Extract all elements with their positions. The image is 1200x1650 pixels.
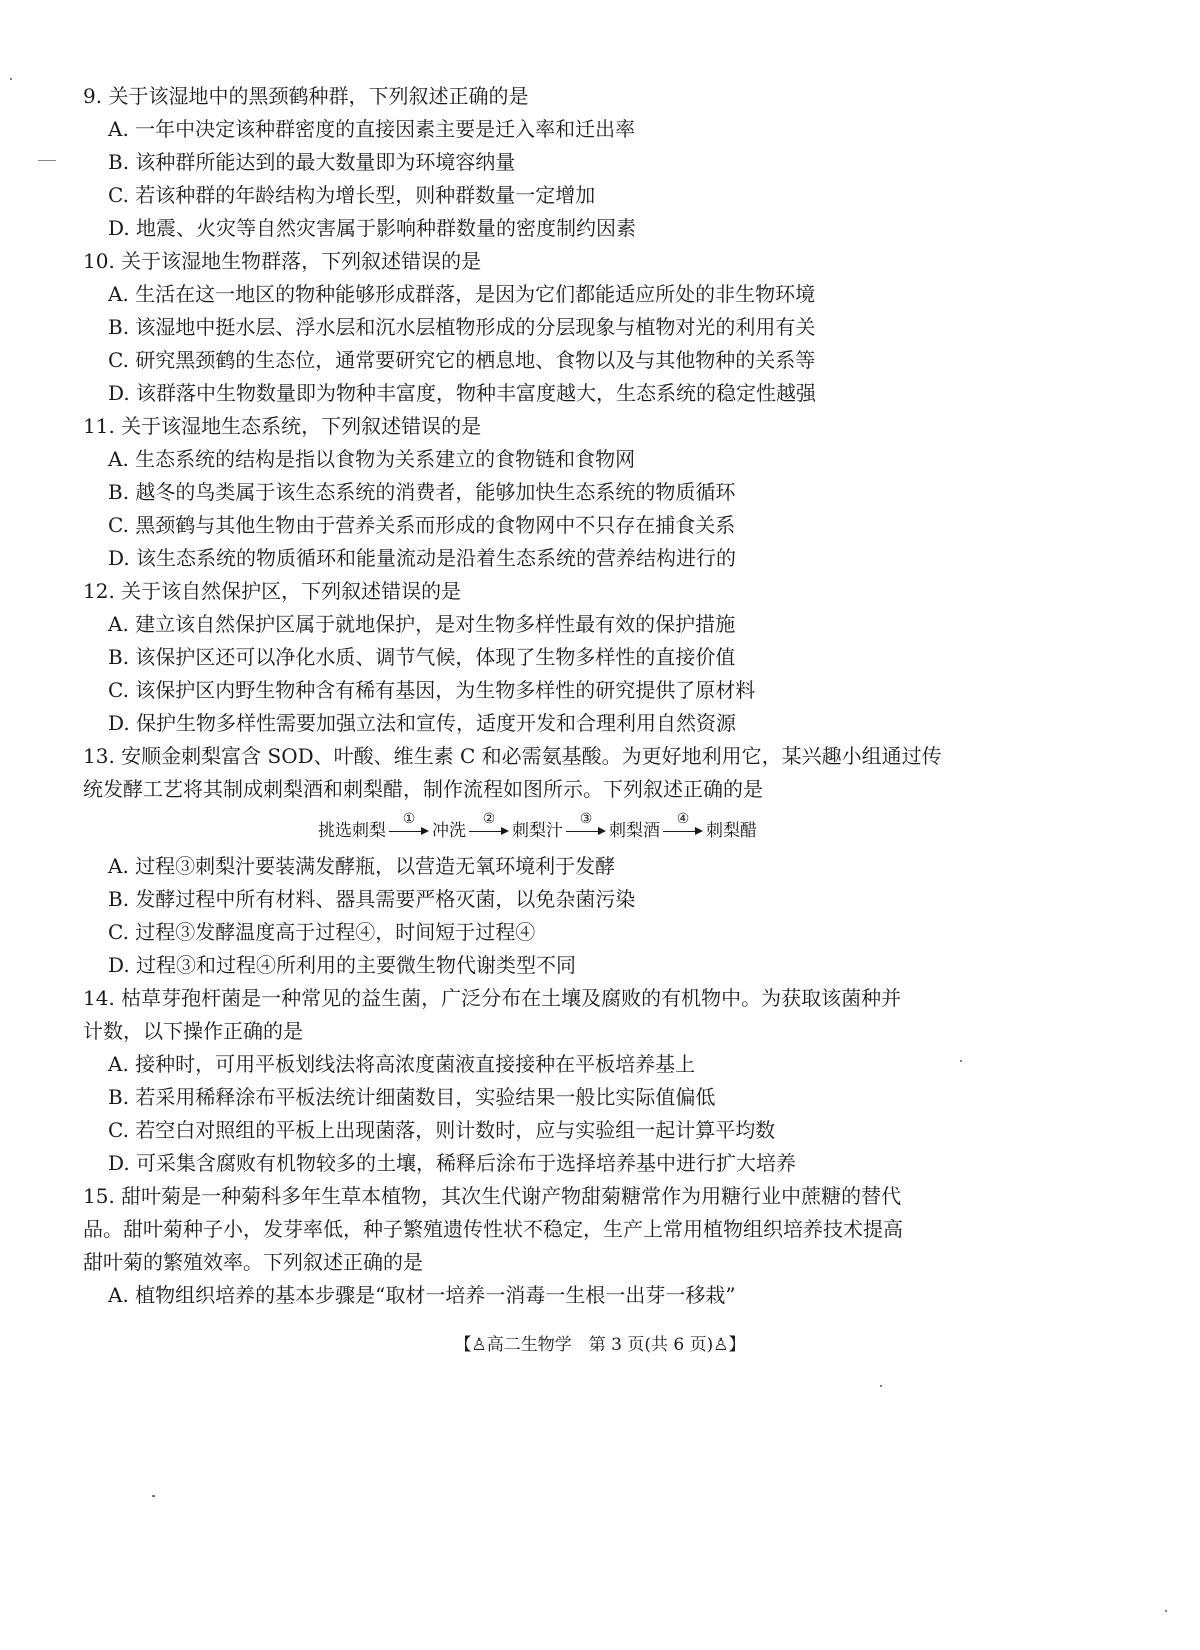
arrow-head-icon [421,827,429,835]
arrow-shaft [389,831,423,832]
question-stem: 14. 枯草芽孢杆菌是一种常见的益生菌，广泛分布在土壤及腐败的有机物中。为获取该菌种并 [83,986,902,1010]
answer-option: A. 一年中决定该种群密度的直接因素主要是迁入率和迁出率 [108,117,636,141]
answer-option: A. 接种时，可用平板划线法将高浓度菌液直接接种在平板培养基上 [108,1052,696,1076]
arrow-shaft [663,831,697,832]
flow-arrow [566,811,606,842]
page-footer [0,1333,1200,1357]
answer-option: D. 保护生物多样性需要加强立法和宣传，适度开发和合理利用自然资源 [108,711,737,735]
arrow-shaft [566,831,600,832]
question-stem: 10. 关于该湿地生物群落，下列叙述错误的是 [83,249,482,273]
question-stem: 计数，以下操作正确的是 [83,1019,303,1043]
question-block [83,740,1103,982]
arrow-head-icon [598,827,606,835]
question-block [83,80,1103,245]
answer-option: D. 过程③和过程④所利用的主要微生物代谢类型不同 [108,953,577,977]
answer-option: C. 黑颈鹤与其他生物由于营养关系而形成的食物网中不只存在捕食关系 [108,513,736,537]
question-stem: 11. 关于该湿地生态系统，下列叙述错误的是 [83,414,482,438]
answer-option: B. 该种群所能达到的最大数量即为环境容纳量 [108,150,516,174]
answer-option: C. 过程③发酵温度高于过程④，时间短于过程④ [108,920,536,944]
question-stem: 12. 关于该自然保护区，下列叙述错误的是 [83,579,462,603]
scan-speck [152,1495,155,1497]
answer-option: C. 研究黑颈鹤的生态位，通常要研究它的栖息地、食物以及与其他物种的关系等 [108,348,816,372]
flow-step-number: ④ [676,811,690,827]
flow-arrow [663,811,703,842]
question-stem: 9. 关于该湿地中的黑颈鹤种群，下列叙述正确的是 [83,84,529,108]
scan-speck [960,1060,962,1062]
question-block [83,410,1103,575]
footer-left-bracket: 【 [454,1335,472,1355]
answer-option: B. 该湿地中挺水层、浮水层和沉水层植物形成的分层现象与植物对光的利用有关 [108,315,816,339]
answer-option: D. 该群落中生物数量即为物种丰富度，物种丰富度越大，生态系统的稳定性越强 [108,381,817,405]
flow-step-label: 刺梨酒 [609,820,660,841]
footer-right-bracket: 】 [728,1335,746,1355]
arrow-head-icon [695,827,703,835]
answer-option: B. 发酵过程中所有材料、器具需要严格灭菌，以免杂菌污染 [108,887,636,911]
question-block [83,982,1103,1180]
answer-option: B. 该保护区还可以净化水质、调节气候，体现了生物多样性的直接价值 [108,645,736,669]
triangle-logo-icon: ♙ [471,1335,487,1355]
answer-option: A. 过程③刺梨汁要装满发酵瓶，以营造无氧环境利于发酵 [108,854,616,878]
question-stem: 13. 安顺金刺梨富含 SOD、叶酸、维生素 C 和必需氨基酸。为更好地利用它，某兴趣小组通过传 [83,744,942,768]
flow-step-label: 刺梨汁 [512,820,563,841]
scan-speck [1165,1610,1167,1612]
footer-text: 高二生物学 第 3 页(共 6 页) [486,1335,714,1355]
flow-step-label: 挑选刺梨 [318,820,386,841]
answer-option: A. 生态系统的结构是指以食物为关系建立的食物链和食物网 [108,447,636,471]
question-block [83,245,1103,410]
question-block [83,1180,1103,1312]
flow-step-number: ② [482,811,496,827]
scan-speck [10,78,12,80]
answer-option: C. 若该种群的年龄结构为增长型，则种群数量一定增加 [108,183,596,207]
flow-arrow [469,811,509,842]
flow-arrow [389,811,429,842]
answer-option: A. 生活在这一地区的物种能够形成群落，是因为它们都能适应所处的非生物环境 [108,282,816,306]
flow-step-label: 冲洗 [432,820,466,841]
answer-option: B. 越冬的鸟类属于该生态系统的消费者，能够加快生态系统的物质循环 [108,480,736,504]
question-stem: 统发酵工艺将其制成刺梨酒和刺梨醋，制作流程如图所示。下列叙述正确的是 [83,777,763,801]
answer-option: C. 该保护区内野生物种含有稀有基因，为生物多样性的研究提供了原材料 [108,678,756,702]
answer-option: D. 地震、火灾等自然灾害属于影响种群数量的密度制约因素 [108,216,637,240]
scan-speck [880,1385,882,1387]
scan-mark [38,160,56,161]
process-flow-diagram [83,806,1103,850]
answer-option: B. 若采用稀释涂布平板法统计细菌数目，实验结果一般比实际值偏低 [108,1085,716,1109]
question-block [83,575,1103,740]
answer-option: C. 若空白对照组的平板上出现菌落，则计数时，应与实验组一起计算平均数 [108,1118,776,1142]
arrow-shaft [469,831,503,832]
question-stem: 甜叶菊的繁殖效率。下列叙述正确的是 [83,1250,423,1274]
flow-step-number: ③ [579,811,593,827]
answer-option: A. 建立该自然保护区属于就地保护，是对生物多样性最有效的保护措施 [108,612,736,636]
answer-option: D. 可采集含腐败有机物较多的土壤，稀释后涂布于选择培养基中进行扩大培养 [108,1151,797,1175]
answer-option: A. 植物组织培养的基本步骤是“取材一培养一消毒一生根一出芽一移栽” [108,1283,736,1307]
question-list [83,80,1103,1312]
arrow-head-icon [501,827,509,835]
question-stem: 品。甜叶菊种子小，发芽率低，种子繁殖遗传性状不稳定，生产上常用植物组织培养技术提高 [83,1217,903,1241]
flow-step-label: 刺梨醋 [706,820,757,841]
answer-option: D. 该生态系统的物质循环和能量流动是沿着生态系统的营养结构进行的 [108,546,737,570]
triangle-logo-icon: ♙ [713,1335,729,1355]
question-stem: 15. 甜叶菊是一种菊科多年生草本植物，其次生代谢产物甜菊糖常作为用糖行业中蔗糖的替代 [83,1184,902,1208]
flow-step-number: ① [402,811,416,827]
